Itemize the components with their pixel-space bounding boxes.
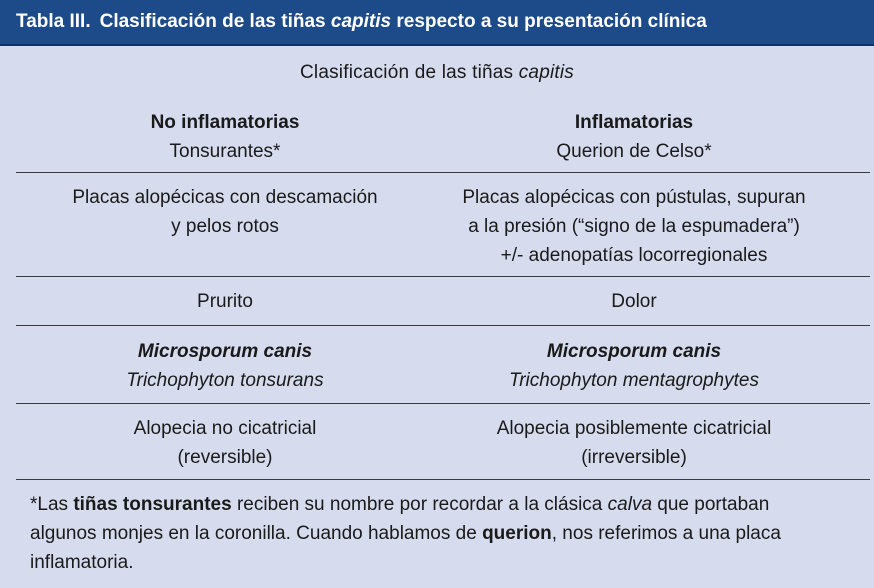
- column-header-right: Inflamatorias Querion de Celso*: [556, 112, 712, 162]
- alopecia-left: Alopecia no cicatricial (reversible): [133, 418, 317, 468]
- footnote: *Las tiñas tonsurantes reciben su nombre por recordar a la clásica calva que portaban algunos monjes en la coronilla. Cuando hablamos de querion, nos referimos a una placa inflamatoria.: [30, 494, 781, 573]
- organisms-right: Microsporum canis Trichophyton mentagrophytes: [509, 341, 759, 391]
- divider: [16, 276, 870, 277]
- divider: [16, 403, 870, 404]
- table-number: Tabla III.: [16, 11, 91, 32]
- table-subtitle: Clasificación de las tiñas capitis: [300, 62, 574, 83]
- divider: [16, 325, 870, 326]
- table-title: Clasificación de las tiñas capitis respecto a su presentación clínica: [99, 11, 707, 32]
- table-title-bar: [0, 0, 874, 46]
- divider: [16, 172, 870, 173]
- symptom-left: Prurito: [197, 291, 253, 312]
- presentation-left: Placas alopécicas con descamación y pelos rotos: [72, 187, 378, 237]
- alopecia-right: Alopecia posiblemente cicatricial (irreversible): [496, 418, 772, 468]
- organisms-left: Microsporum canis Trichophyton tonsurans: [126, 341, 324, 391]
- divider: [16, 479, 870, 480]
- presentation-right: Placas alopécicas con pústulas, supuran a la presión (“signo de la espumadera”) +/- adenopatías locorregionales: [462, 187, 806, 266]
- column-header-left: No inflamatorias Tonsurantes*: [150, 112, 300, 162]
- symptom-right: Dolor: [611, 291, 657, 312]
